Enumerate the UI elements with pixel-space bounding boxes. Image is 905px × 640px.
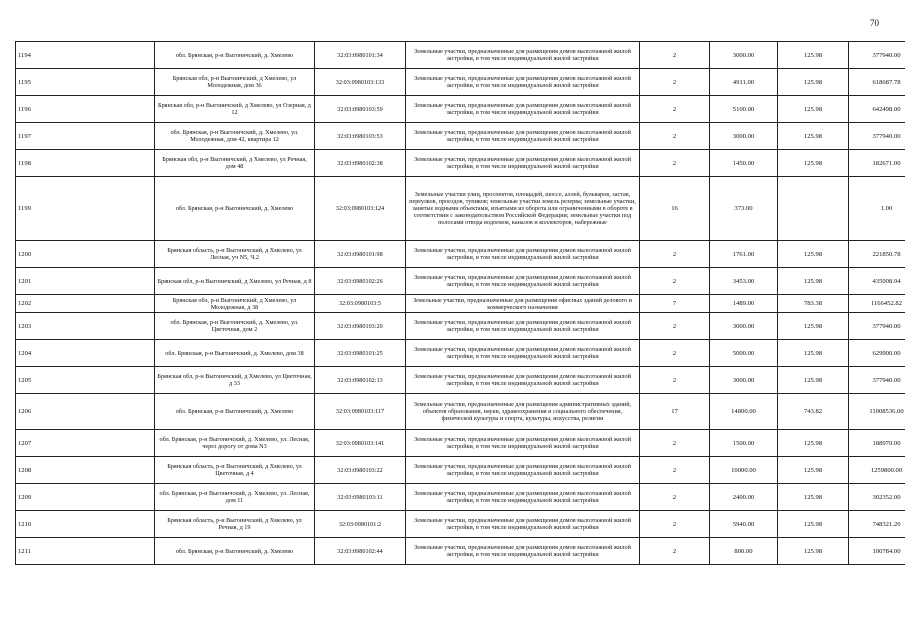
cadastral-number-cell: 32:03:0980103:133 bbox=[315, 69, 406, 96]
group-cell: 2 bbox=[640, 150, 710, 177]
land-use-cell: Земельные участки, предназначенные для размещения домов малоэтажной жилой застройки, в том числе индивидуальной жилой застройки bbox=[406, 367, 640, 394]
specific-value-cell: 125.98 bbox=[778, 484, 849, 511]
land-use-cell: Земельные участки, предназначенные для размещения административных зданий, объектов образования, науки, здравоохранения и социального обеспечения, физической культуры и спорта, культуры, искусства, религии bbox=[406, 394, 640, 430]
specific-value-cell: 125.98 bbox=[778, 340, 849, 367]
table-row bbox=[16, 367, 905, 394]
cadastral-value-cell: 629900.00 bbox=[849, 340, 905, 367]
land-use-cell: Земельные участки, предназначенные для размещения домов малоэтажной жилой застройки, в том числе индивидуальной жилой застройки bbox=[406, 538, 640, 565]
specific-value-cell: 125.98 bbox=[778, 123, 849, 150]
cadastral-value-cell: 11008536.00 bbox=[849, 394, 905, 430]
area-cell: 2400.00 bbox=[710, 484, 778, 511]
area-cell: 3453.00 bbox=[710, 268, 778, 295]
group-cell: 16 bbox=[640, 177, 710, 241]
land-use-cell: Земельные участки, предназначенные для размещения домов малоэтажной жилой застройки, в том числе индивидуальной жилой застройки bbox=[406, 123, 640, 150]
group-cell: 2 bbox=[640, 123, 710, 150]
table-row bbox=[16, 430, 905, 457]
table-row bbox=[16, 241, 905, 268]
cadastral-number-cell: 32:03:0980101:98 bbox=[315, 241, 406, 268]
address-cell: Брянская область, р-н Выгоничский, д Хмелево, ул Лесная, уч N5, Ч.2 bbox=[155, 241, 315, 268]
specific-value-cell: 125.98 bbox=[778, 268, 849, 295]
address-cell: Брянская область, р-н Выгоничский, д Хмелево, ул Речная, д 19 bbox=[155, 511, 315, 538]
cadastral-value-cell: 182671.00 bbox=[849, 150, 905, 177]
group-cell: 2 bbox=[640, 457, 710, 484]
group-cell: 2 bbox=[640, 430, 710, 457]
cadastral-number-cell: 32:03:0980103:124 bbox=[315, 177, 406, 241]
land-use-cell: Земельные участки, предназначенные для размещения домов малоэтажной жилой застройки, в том числе индивидуальной жилой застройки bbox=[406, 268, 640, 295]
area-cell: 1761.00 bbox=[710, 241, 778, 268]
cadastral-number-cell: 32:03:0980102:38 bbox=[315, 150, 406, 177]
cadastral-number-cell: 32:03:0980103:11 bbox=[315, 484, 406, 511]
cadastral-value-cell: 221850.78 bbox=[849, 241, 905, 268]
table-row bbox=[16, 538, 905, 565]
address-cell: Брянская обл, р-н Выгоничский, д Хмелево, ул Цветочная, д 33 bbox=[155, 367, 315, 394]
group-cell: 2 bbox=[640, 511, 710, 538]
cadastral-number-cell: 32:03:0980103:20 bbox=[315, 313, 406, 340]
cadastral-value-cell: 377940.00 bbox=[849, 42, 905, 69]
cadastral-number-cell: 32:03:0980101:25 bbox=[315, 340, 406, 367]
cadastral-number-cell: 32:03:0980103:22 bbox=[315, 457, 406, 484]
specific-value-cell: 125.98 bbox=[778, 538, 849, 565]
address-cell: обл. Брянская, р-н Выгоничский, д. Хмелево bbox=[155, 538, 315, 565]
specific-value-cell: 125.98 bbox=[778, 430, 849, 457]
land-use-cell: Земельные участки, предназначенные для размещения домов малоэтажной жилой застройки, в том числе индивидуальной жилой застройки bbox=[406, 511, 640, 538]
cadastral-value-cell: 1.00 bbox=[849, 177, 905, 241]
address-cell: обл. Брянская, р-н Выгоничский, д. Хмелево, дом 38 bbox=[155, 340, 315, 367]
table-row bbox=[16, 394, 905, 430]
table-row bbox=[16, 42, 905, 69]
address-cell: Брянская обл, р-н Выгоничский, д Хмелево, ул Молодежная, д 38 bbox=[155, 295, 315, 313]
area-cell: 1489.00 bbox=[710, 295, 778, 313]
group-cell: 2 bbox=[640, 484, 710, 511]
cadastral-number-cell: 32:03:0980101:2 bbox=[315, 511, 406, 538]
table-row bbox=[16, 484, 905, 511]
cadastral-number-cell: 32:03:0980102:13 bbox=[315, 367, 406, 394]
row-number: 1198 bbox=[16, 150, 155, 177]
cadastral-number-cell: 32:03:0980102:44 bbox=[315, 538, 406, 565]
address-cell: Брянская обл, р-н Выгоничский, д Хмелево, ул Молодежная, дом 36 bbox=[155, 69, 315, 96]
row-number: 1200 bbox=[16, 241, 155, 268]
cadastral-number-cell: 32:03:0980103:5 bbox=[315, 295, 406, 313]
land-use-cell: Земельные участки, предназначенные для размещения домов малоэтажной жилой застройки, в том числе индивидуальной жилой застройки bbox=[406, 430, 640, 457]
row-number: 1201 bbox=[16, 268, 155, 295]
cadastral-value-table bbox=[15, 41, 905, 565]
row-number: 1197 bbox=[16, 123, 155, 150]
land-use-cell: Земельные участки улиц, проспектов, площадей, шоссе, аллей, бульваров, застав, переулков, проездов, тупиков; земельные участки земель резерва; земельные участки, занятые водными объектами, изъятыми из оборота или ограниченными в обороте в соответствии с законодательством Российской Федерации; земельные участки под полосами отвода водоемов, каналов и коллекторов, набережные bbox=[406, 177, 640, 241]
row-number: 1195 bbox=[16, 69, 155, 96]
area-cell: 5000.00 bbox=[710, 340, 778, 367]
cadastral-number-cell: 32:03:0980102:26 bbox=[315, 268, 406, 295]
land-use-cell: Земельные участки, предназначенные для размещения офисных зданий делового и коммерческого назначения bbox=[406, 295, 640, 313]
cadastral-number-cell: 32:03:0980103:59 bbox=[315, 96, 406, 123]
row-number: 1203 bbox=[16, 313, 155, 340]
address-cell: обл. Брянская, р-н Выгоничский, д. Хмелево, ул. Лесная, дом 11 bbox=[155, 484, 315, 511]
table-row bbox=[16, 123, 905, 150]
area-cell: 3000.00 bbox=[710, 123, 778, 150]
row-number: 1210 bbox=[16, 511, 155, 538]
group-cell: 2 bbox=[640, 313, 710, 340]
group-cell: 2 bbox=[640, 96, 710, 123]
group-cell: 2 bbox=[640, 340, 710, 367]
row-number: 1204 bbox=[16, 340, 155, 367]
row-number: 1206 bbox=[16, 394, 155, 430]
address-cell: обл. Брянская, р-н Выгоничский, д. Хмелево bbox=[155, 177, 315, 241]
address-cell: Брянская область, р-н Выгоничский, д Хмелево, ул Цветочная, д 4 bbox=[155, 457, 315, 484]
cadastral-value-cell: 188970.00 bbox=[849, 430, 905, 457]
cadastral-number-cell: 32:03:0980103:53 bbox=[315, 123, 406, 150]
land-use-cell: Земельные участки, предназначенные для размещения домов малоэтажной жилой застройки, в том числе индивидуальной жилой застройки bbox=[406, 340, 640, 367]
table-row bbox=[16, 268, 905, 295]
address-cell: Брянская обл, р-н Выгоничский, д Хмелево, ул Речная, д 8 bbox=[155, 268, 315, 295]
group-cell: 2 bbox=[640, 241, 710, 268]
table-row bbox=[16, 313, 905, 340]
table-row bbox=[16, 150, 905, 177]
address-cell: обл. Брянская, р-н Выгоничский, д. Хмелево bbox=[155, 42, 315, 69]
cadastral-value-cell: 377940.00 bbox=[849, 313, 905, 340]
address-cell: обл. Брянская, р-н Выгоничский, д. Хмелево, ул. Молодежная, дом 42, квартира 12 bbox=[155, 123, 315, 150]
row-number: 1199 bbox=[16, 177, 155, 241]
row-number: 1196 bbox=[16, 96, 155, 123]
cadastral-number-cell: 32:03:0980101:34 bbox=[315, 42, 406, 69]
specific-value-cell: 125.98 bbox=[778, 42, 849, 69]
cadastral-value-cell: 435008.94 bbox=[849, 268, 905, 295]
specific-value-cell: 783.38 bbox=[778, 295, 849, 313]
table-row bbox=[16, 69, 905, 96]
specific-value-cell bbox=[778, 177, 849, 241]
row-number: 1194 bbox=[16, 42, 155, 69]
cadastral-value-cell: 642498.00 bbox=[849, 96, 905, 123]
area-cell: 14800.00 bbox=[710, 394, 778, 430]
specific-value-cell: 125.98 bbox=[778, 150, 849, 177]
area-cell: 5100.00 bbox=[710, 96, 778, 123]
row-number: 1211 bbox=[16, 538, 155, 565]
group-cell: 2 bbox=[640, 69, 710, 96]
address-cell: обл. Брянская, р-н Выгоничский, д. Хмелево bbox=[155, 394, 315, 430]
land-use-cell: Земельные участки, предназначенные для размещения домов малоэтажной жилой застройки, в том числе индивидуальной жилой застройки bbox=[406, 241, 640, 268]
land-use-cell: Земельные участки, предназначенные для размещения домов малоэтажной жилой застройки, в том числе индивидуальной жилой застройки bbox=[406, 484, 640, 511]
group-cell: 2 bbox=[640, 268, 710, 295]
cadastral-number-cell: 32:03:0980103:141 bbox=[315, 430, 406, 457]
specific-value-cell: 125.98 bbox=[778, 457, 849, 484]
area-cell: 10000.00 bbox=[710, 457, 778, 484]
row-number: 1208 bbox=[16, 457, 155, 484]
land-use-cell: Земельные участки, предназначенные для размещения домов малоэтажной жилой застройки, в том числе индивидуальной жилой застройки bbox=[406, 313, 640, 340]
address-cell: Брянская обл, р-н Выгоничский, д Хмелево, ул Озерная, д 12 bbox=[155, 96, 315, 123]
table-body bbox=[16, 42, 905, 565]
table-row bbox=[16, 177, 905, 241]
area-cell: 1500.00 bbox=[710, 430, 778, 457]
land-use-cell: Земельные участки, предназначенные для размещения домов малоэтажной жилой застройки, в том числе индивидуальной жилой застройки bbox=[406, 457, 640, 484]
specific-value-cell: 743.82 bbox=[778, 394, 849, 430]
group-cell: 2 bbox=[640, 42, 710, 69]
specific-value-cell: 125.98 bbox=[778, 313, 849, 340]
specific-value-cell: 125.98 bbox=[778, 511, 849, 538]
cadastral-value-cell: 618687.78 bbox=[849, 69, 905, 96]
area-cell: 1450.00 bbox=[710, 150, 778, 177]
table-row bbox=[16, 457, 905, 484]
specific-value-cell: 125.98 bbox=[778, 367, 849, 394]
area-cell: 3000.00 bbox=[710, 313, 778, 340]
land-use-cell: Земельные участки, предназначенные для размещения домов малоэтажной жилой застройки, в том числе индивидуальной жилой застройки bbox=[406, 42, 640, 69]
row-number: 1207 bbox=[16, 430, 155, 457]
address-cell: Брянская обл, р-н Выгоничский, д Хмелево, ул Речная, дом 48 bbox=[155, 150, 315, 177]
group-cell: 2 bbox=[640, 367, 710, 394]
row-number: 1202 bbox=[16, 295, 155, 313]
cadastral-number-cell: 32:03:0980103:117 bbox=[315, 394, 406, 430]
land-use-cell: Земельные участки, предназначенные для размещения домов малоэтажной жилой застройки, в том числе индивидуальной жилой застройки bbox=[406, 96, 640, 123]
cadastral-value-cell: 1259800.00 bbox=[849, 457, 905, 484]
area-cell: 4911.00 bbox=[710, 69, 778, 96]
land-use-cell: Земельные участки, предназначенные для размещения домов малоэтажной жилой застройки, в том числе индивидуальной жилой застройки bbox=[406, 150, 640, 177]
cadastral-value-cell: 1166452.82 bbox=[849, 295, 905, 313]
area-cell: 373.00 bbox=[710, 177, 778, 241]
cadastral-value-cell: 748321.20 bbox=[849, 511, 905, 538]
group-cell: 2 bbox=[640, 538, 710, 565]
specific-value-cell: 125.98 bbox=[778, 241, 849, 268]
page-number: 70 bbox=[870, 18, 879, 28]
row-number: 1205 bbox=[16, 367, 155, 394]
table-row bbox=[16, 295, 905, 313]
area-cell: 3000.00 bbox=[710, 367, 778, 394]
cadastral-value-cell: 100784.00 bbox=[849, 538, 905, 565]
specific-value-cell: 125.98 bbox=[778, 69, 849, 96]
address-cell: обл. Брянская, р-н Выгоничский, д. Хмелево, ул. Лесная, через дорогу от дома N3 bbox=[155, 430, 315, 457]
group-cell: 7 bbox=[640, 295, 710, 313]
row-number: 1209 bbox=[16, 484, 155, 511]
specific-value-cell: 125.98 bbox=[778, 96, 849, 123]
area-cell: 800.00 bbox=[710, 538, 778, 565]
group-cell: 17 bbox=[640, 394, 710, 430]
cadastral-value-cell: 377940.00 bbox=[849, 367, 905, 394]
table-row bbox=[16, 96, 905, 123]
cadastral-value-cell: 377940.00 bbox=[849, 123, 905, 150]
table-row bbox=[16, 511, 905, 538]
address-cell: обл. Брянская, р-н Выгоничский, д. Хмелево, ул. Цветочная, дом 2 bbox=[155, 313, 315, 340]
table-row bbox=[16, 340, 905, 367]
area-cell: 5940.00 bbox=[710, 511, 778, 538]
area-cell: 3000.00 bbox=[710, 42, 778, 69]
land-use-cell: Земельные участки, предназначенные для размещения домов малоэтажной жилой застройки, в том числе индивидуальной жилой застройки bbox=[406, 69, 640, 96]
cadastral-value-cell: 302352.00 bbox=[849, 484, 905, 511]
